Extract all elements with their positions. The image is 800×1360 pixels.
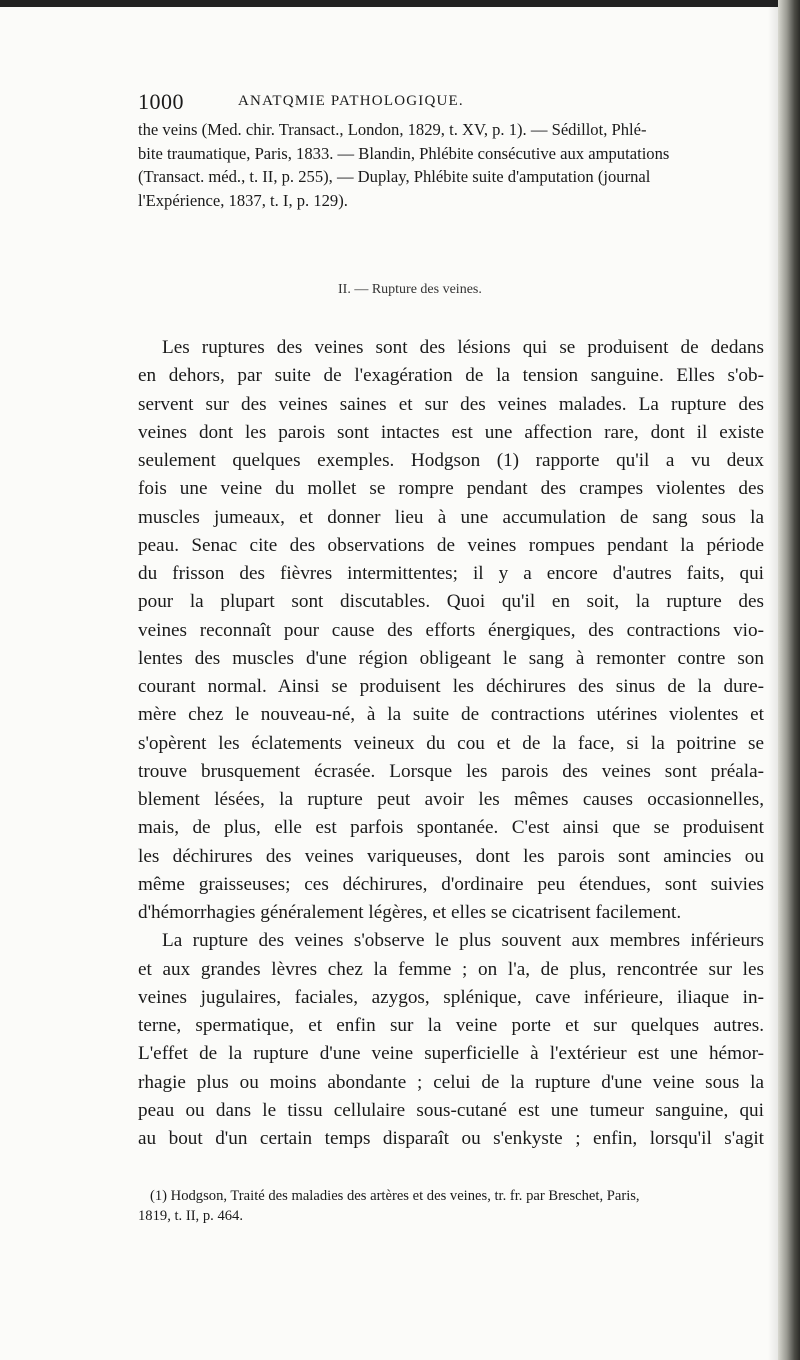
body-line: peau. Senac cite des observations de veines rompues pendant la période	[138, 534, 764, 556]
body-text	[138, 334, 764, 1153]
body-line: servent sur des veines saines et sur des veines malades. La rupture des	[138, 393, 764, 415]
body-line: veines jugulaires, faciales, azygos, splénique, cave inférieure, iliaque in-	[138, 986, 764, 1008]
body-line: muscles jumeaux, et donner lieu à une accumulation de sang sous la	[138, 506, 764, 528]
page-number: 1000	[138, 89, 184, 114]
top-edge-shadow	[0, 0, 800, 7]
reference-line: bite traumatique, Paris, 1833. — Blandin, Phlébite consécutive aux amputations	[138, 143, 670, 163]
reference-line: the veins (Med. chir. Transact., London, 1829, t. XV, p. 1). — Sédillot, Phlé-	[138, 120, 647, 139]
section-heading: II. — Rupture des veines.	[338, 282, 482, 297]
body-line: pour la plupart sont discutables. Quoi qu'il en soit, la rupture des	[138, 591, 764, 613]
body-line: mais, de plus, elle est parfois spontanée. C'est ainsi que se produisent	[138, 817, 764, 839]
body-line: trouve brusquement écrasée. Lorsque les parois des veines sont préala-	[138, 760, 764, 782]
body-line: blement lésées, la rupture peut avoir les mêmes causes occasionnelles,	[138, 789, 764, 810]
body-line: et aux grandes lèvres chez la femme ; on l'a, de plus, rencontrée sur les	[138, 958, 764, 980]
body-line: les déchirures des veines variqueuses, dont les parois sont amincies ou	[138, 845, 764, 867]
body-line: L'effet de la rupture d'une veine superficielle à l'extérieur est une hémor-	[138, 1043, 764, 1065]
footnote-line: 1819, t. II, p. 464.	[138, 1208, 243, 1224]
page-binding-edge	[778, 0, 800, 1360]
body-line: La rupture des veines s'observe le plus souvent aux membres inférieurs	[162, 930, 764, 952]
footnote-line: (1) Hodgson, Traité des maladies des artères et des veines, tr. fr. par Breschet, Paris,	[150, 1188, 640, 1204]
references-paragraph	[138, 118, 764, 212]
body-line: mère chez le nouveau-né, à la suite de contractions utérines violentes et	[138, 704, 764, 726]
body-line: courant normal. Ainsi se produisent les déchirures des sinus de la dure-	[138, 676, 764, 697]
body-line: peau ou dans le tissu cellulaire sous-cutané est une tumeur sanguine, qui	[138, 1099, 764, 1121]
body-line: seulement quelques exemples. Hodgson (1) rapporte qu'il a vu deux	[138, 450, 764, 471]
body-line: en dehors, par suite de l'exagération de la tension sanguine. Elles s'ob-	[138, 365, 764, 387]
footnote	[138, 1186, 764, 1226]
page-gutter-shade	[768, 0, 778, 1360]
body-line: lentes des muscles d'une région obligeant le sang à remonter contre son	[138, 647, 764, 669]
page-header	[138, 89, 758, 119]
body-line: s'opèrent les éclatements veineux du cou et de la face, si la poitrine se	[138, 732, 764, 754]
body-line: rhagie plus ou moins abondante ; celui de la rupture d'une veine sous la	[138, 1071, 764, 1093]
body-line: veines dont les parois sont intactes est une affection rare, dont il existe	[138, 421, 764, 443]
body-line: veines reconnaît pour cause des efforts énergiques, des contractions vio-	[138, 619, 764, 641]
body-line: même graisseuses; ces déchirures, d'ordinaire peu étendues, sont suivies	[138, 873, 764, 895]
reference-line: (Transact. méd., t. II, p. 255), — Duplay, Phlébite suite d'amputation (journal	[138, 167, 651, 186]
body-line: du frisson des fièvres intermittentes; il y a encore d'autres faits, qui	[138, 563, 764, 584]
body-line: Les ruptures des veines sont des lésions qui se produisent de dedans	[162, 337, 764, 358]
reference-line: l'Expérience, 1837, t. I, p. 129).	[138, 190, 348, 210]
running-title: ANATQMIE PATHOLOGIQUE.	[238, 93, 464, 109]
body-line: terne, spermatique, et enfin sur la veine porte et sur quelques autres.	[138, 1015, 764, 1036]
body-line: d'hémorrhagies généralement légères, et elles se cicatrisent facilement.	[138, 902, 682, 923]
body-line: fois une veine du mollet se rompre pendant des crampes violentes des	[138, 478, 764, 500]
body-line: au bout d'un certain temps disparaît ou s'enkyste ; enfin, lorsqu'il s'agit	[138, 1128, 764, 1149]
